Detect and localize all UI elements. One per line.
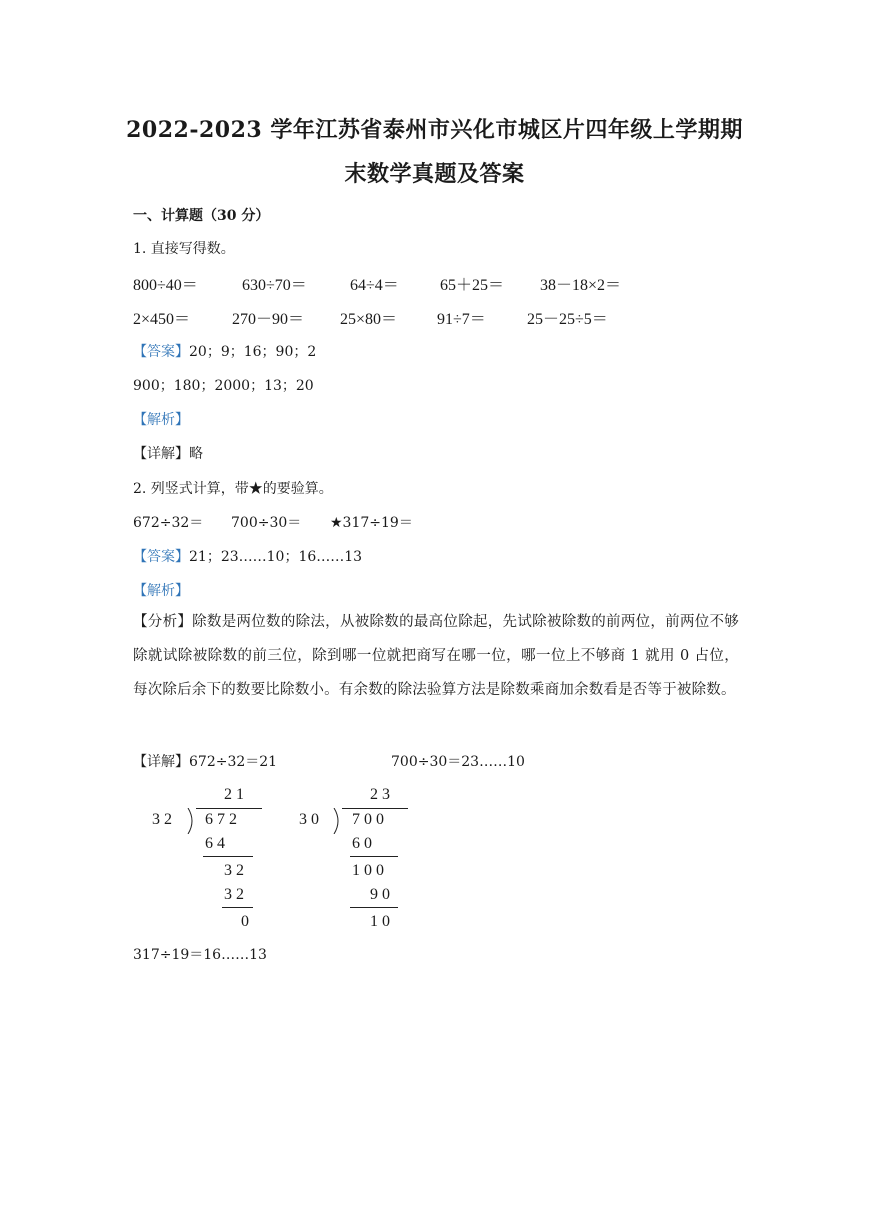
detail-tag: 【详解】: [133, 446, 189, 462]
q2-problem: 700÷30＝: [231, 515, 302, 531]
q1-item: 91÷7＝: [437, 311, 486, 328]
q1-detail: [133, 443, 203, 463]
q2-last-line: 317÷19＝16……13: [133, 947, 267, 963]
ld-line: [203, 856, 253, 857]
q1-item: 65＋25＝: [440, 277, 505, 294]
detail-text: 略: [189, 446, 203, 462]
ld-quotient-bar: [196, 808, 262, 809]
ld-line: [350, 907, 398, 908]
q2-answer: [133, 546, 362, 566]
ld-bracket: [186, 808, 198, 834]
ld-step: 1 0 0: [352, 862, 384, 879]
answer-tag: 【答案】: [133, 344, 189, 360]
q1-answer: [133, 341, 316, 361]
ld-dividend: 7 0 0: [352, 811, 384, 828]
q1-item: 38－18×2＝: [540, 277, 622, 294]
section-heading: 一、计算题（30 分）: [133, 208, 270, 224]
detail-tag: 【详解】: [133, 754, 189, 770]
q1-item: 630÷70＝: [242, 277, 307, 294]
q1-item: 25×80＝: [340, 311, 398, 328]
detail-eq-2: 700÷30＝23……10: [391, 754, 525, 770]
ld-step: 3 2: [224, 862, 244, 879]
ld-quotient: 2 1: [224, 786, 244, 803]
q2-analysis-paragraph: [133, 605, 739, 707]
q1-item: 2×450＝: [133, 311, 191, 328]
ld-step: 6 0: [352, 835, 372, 852]
q1-item: 270－90＝: [232, 311, 305, 328]
q2-problem: 672÷32＝: [133, 515, 204, 531]
fenxi-text: 除数是两位数的除法，从被除数的最高位除起，先试除被除数的前两位，前两位不够除就试除被除数的前三位，除到哪一位就把商写在哪一位，哪一位上不够商 1 就用 0 占位，每次除后余下的数要比除数小。有余数的除法验算方法是除数乘商加余数看是否等于被除数。: [133, 614, 739, 698]
ld-bracket: [332, 808, 344, 834]
q2-analysis-tag: 【解析】: [133, 583, 189, 599]
ld-line: [350, 856, 398, 857]
q2-detail: [133, 751, 277, 771]
detail-eq-1: 672÷32＝21: [189, 754, 278, 770]
q1-item: 800÷40＝: [133, 277, 198, 294]
ld-line: [222, 907, 253, 908]
q1-item: 64÷4＝: [350, 277, 399, 294]
q1-answer-line2: 900；180；2000；13；20: [133, 378, 314, 394]
fenxi-tag: 【分析】: [133, 614, 193, 630]
answer-text: 21；23……10；16……13: [189, 549, 363, 565]
q2-problem: ★317÷19＝: [330, 515, 413, 531]
ld-step: 9 0: [370, 886, 390, 903]
answer-text: 20；9；16；90；2: [189, 344, 317, 360]
page-title-line1: 2022-2023 学年江苏省泰州市兴化市城区片四年级上学期期: [126, 117, 743, 143]
ld-dividend: 6 7 2: [205, 811, 237, 828]
ld-divisor: 3 2: [152, 811, 172, 828]
ld-quotient: 2 3: [370, 786, 390, 803]
answer-tag: 【答案】: [133, 549, 189, 565]
q1-analysis-tag: 【解析】: [133, 412, 189, 428]
ld-remainder: 1 0: [370, 913, 390, 930]
q1-prompt: 1. 直接写得数。: [133, 241, 235, 257]
q2-prompt: 2. 列竖式计算，带★的要验算。: [133, 481, 333, 497]
page-title-line2: 末数学真题及答案: [344, 161, 525, 187]
ld-step: 3 2: [224, 886, 244, 903]
ld-step: 6 4: [205, 835, 225, 852]
ld-quotient-bar: [342, 808, 408, 809]
ld-remainder: 0: [241, 913, 249, 930]
q1-item: 25－25÷5＝: [527, 311, 608, 328]
ld-divisor: 3 0: [299, 811, 319, 828]
